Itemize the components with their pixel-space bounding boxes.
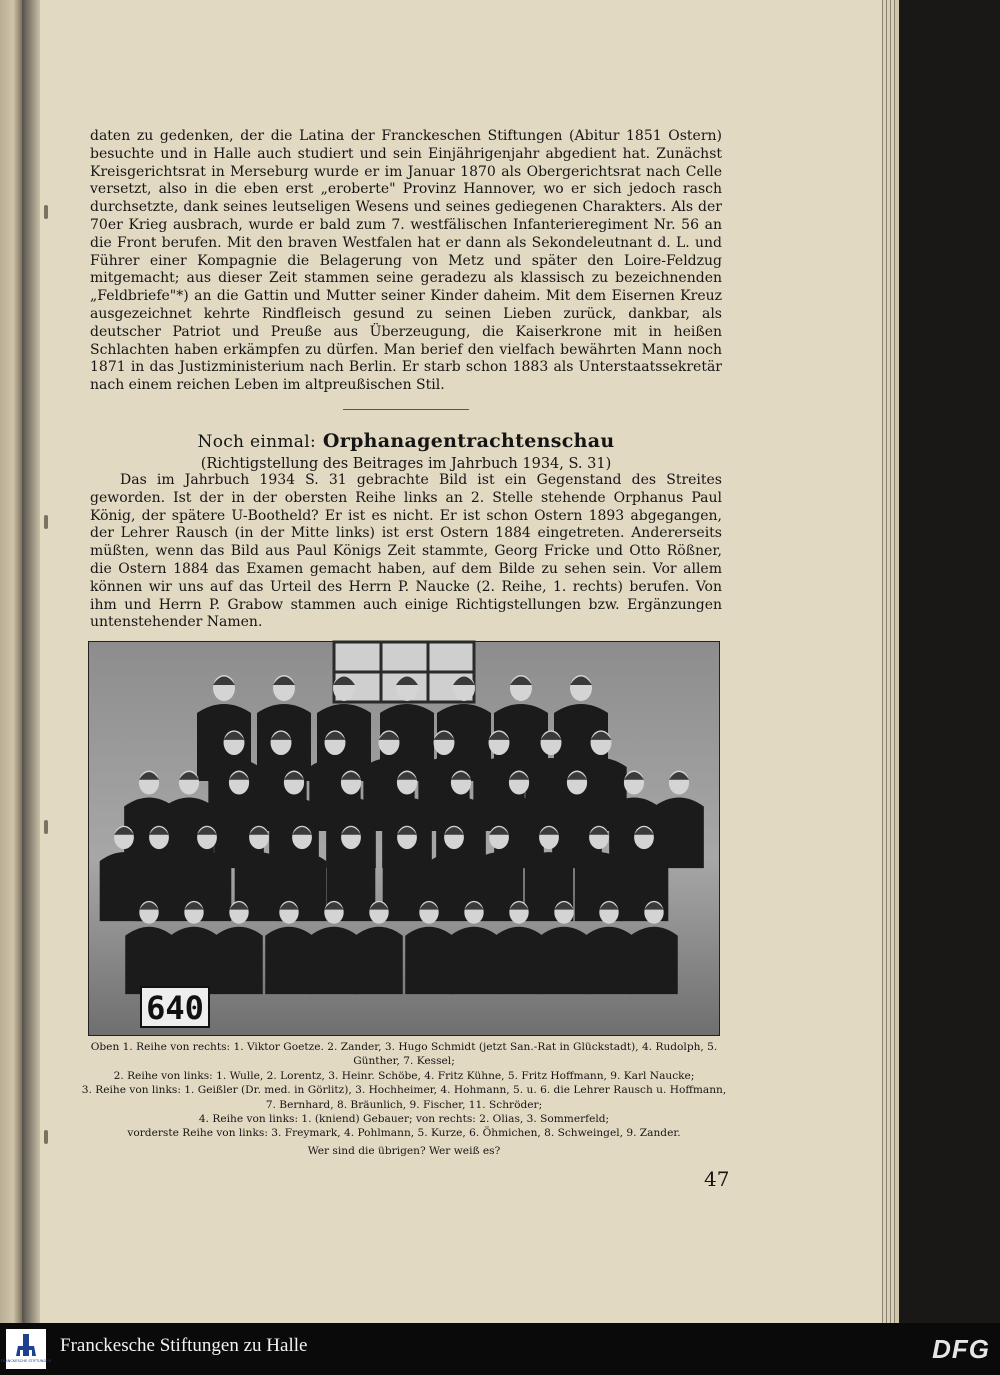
logo-text: FRANCKESCHE STIFTUNGEN: [0, 1359, 52, 1363]
photo-figure-body: [170, 927, 218, 994]
photo-figure-body: [405, 927, 453, 994]
section-divider: [343, 409, 469, 410]
caption-question: Wer sind die übrigen? Wer weiß es?: [307, 1144, 501, 1157]
photo-figure-body: [310, 927, 358, 994]
photo-figure-body: [265, 927, 313, 994]
caption-line: Oben 1. Reihe von rechts: 1. Viktor Goetze. 2. Zander, 3. Hugo Schmidt (jetzt San.-Rat in Glückstadt), 4. Rudolph, 5. Günther, 7. Kessel;: [90, 1041, 718, 1068]
left-page-edge: [0, 0, 22, 1323]
binding-stitch: [44, 515, 48, 529]
franckesche-stiftungen-logo-icon[interactable]: [0, 1329, 52, 1369]
title-main: Orphanagentrachtenschau: [322, 429, 615, 452]
section-subtitle: (Richtigstellung des Beitrages im Jahrbuch 1934, S. 31): [200, 455, 612, 472]
paragraph-2: Das im Jahrbuch 1934 S. 31 gebrachte Bild ist ein Gegenstand des Streites geworden. Ist der in der obersten Reihe links an 2. Stelle stehende Orphanus Paul König, der spätere U-Bootheld? Er ist es nicht. Er ist schon Ostern 1893 abgegangen, der Lehrer Rausch (in der Mitte links) ist erst Ostern 1884 eingetreten. Andererseits müßten, wenn das Bild aus Paul Königs Zeit stammte, Georg Fricke und Otto Rößner, die Ostern 1884 das Examen gemacht haben, auf dem Bilde zu sehen sein. Vor allem können wir uns auf das Urteil des Herrn P. Naucke (2. Reihe, 1. rechts) berufen. Von ihm und Herrn P. Grabow stammen auch einige Richtigstellungen bzw. Ergänzungen untenstehender Namen.: [90, 471, 722, 631]
institution-name[interactable]: Franckesche Stiftungen zu Halle: [60, 1335, 308, 1356]
photo-figure-body: [495, 927, 543, 994]
binding-stitch: [44, 820, 48, 834]
dfg-logo[interactable]: DFG: [932, 1334, 990, 1364]
paragraph-1: daten zu gedenken, der die Latina der Franckeschen Stiftungen (Abitur 1851 Ostern) besuchte und in Halle auch studiert und sein Einjährigenjahr abgedient hat. Zunächst Kreisgerichtsrat in Merseburg wurde er im Januar 1870 als Obergerichtsrat nach Celle versetzt, also in die eben erst „eroberte" Provinz Hannover, wo er sich jedoch rasch durchsetzte, dank seines leutseligen Wesens und seines gediegenen Charakters. Als der 70er Krieg ausbrach, wurde er bald zum 7. westfälischen Infanterieregiment Nr. 56 an die Front berufen. Mit den braven Westfalen hat er dann als Sekondeleutnant d. L. und Führer einer Kompagnie die Belagerung von Metz und später den Loire-Feldzug mitgemacht; aus dieser Zeit stammen seine geradezu als klassisch zu bezeichnenden „Feldbriefe"*) an die Gattin und Mutter seiner Kinder daheim. Mit dem Eisernen Kreuz ausgezeichnet kehrte Rindfleisch gesund zu seinen Lieben zurück, dankbar, als deutscher Patriot und Preuße aus Überzeugung, die Kaiserkrone mit in heißen Schlachten haben erkämpfen zu dürfen. Man berief den vielfach bewährten Mann noch 1871 in das Justizministerium nach Berlin. Er starb schon 1883 als Unterstaatssekretär nach einem reichen Leben im altpreußischen Stil.: [90, 128, 722, 394]
caption-line: vorderste Reihe von links: 3. Freymark, 4. Pohlmann, 5. Kurze, 6. Öhmichen, 8. Schweingel, 9. Zander.: [127, 1127, 681, 1140]
photo-figure-body: [585, 927, 633, 994]
caption-line: 4. Reihe von links: 1. (kniend) Gebauer; von rechts: 2. Olias, 3. Sommerfeld;: [198, 1113, 610, 1126]
article-body: [90, 128, 722, 632]
photo-figure-body: [540, 927, 588, 994]
photo-figure-body: [355, 927, 403, 994]
photo-caption: [78, 1040, 730, 1158]
photo-figure-body: [630, 927, 678, 994]
title-prefix: Noch einmal:: [197, 431, 316, 452]
page-edge: [894, 0, 899, 1323]
binding-stitch: [44, 1130, 48, 1144]
viewer-footer: [0, 1323, 1000, 1375]
binding-stitch: [44, 205, 48, 219]
section-title: [90, 430, 722, 452]
group-photograph: [88, 641, 720, 1036]
caption-line: 2. Reihe von links: 1. Wulle, 2. Lorentz, 3. Heinr. Schöbe, 4. Fritz Kühne, 5. Fritz Hoffmann, 9. Karl Naucke;: [113, 1069, 695, 1082]
photo-figure-body: [450, 927, 498, 994]
page-number: 47: [704, 1167, 730, 1191]
photo-negative-number: 640: [146, 989, 204, 1027]
photo-figure-body: [125, 927, 173, 994]
caption-line: 3. Reihe von links: 1. Geißler (Dr. med. in Görlitz), 3. Hochheimer, 4. Hohmann, 5. u. 6. die Lehrer Rausch u. Hoffmann, 7. Bernhard, 8. Bräunlich, 9. Fischer, 11. Schröder;: [81, 1084, 727, 1111]
photo-figure-body: [215, 927, 263, 994]
